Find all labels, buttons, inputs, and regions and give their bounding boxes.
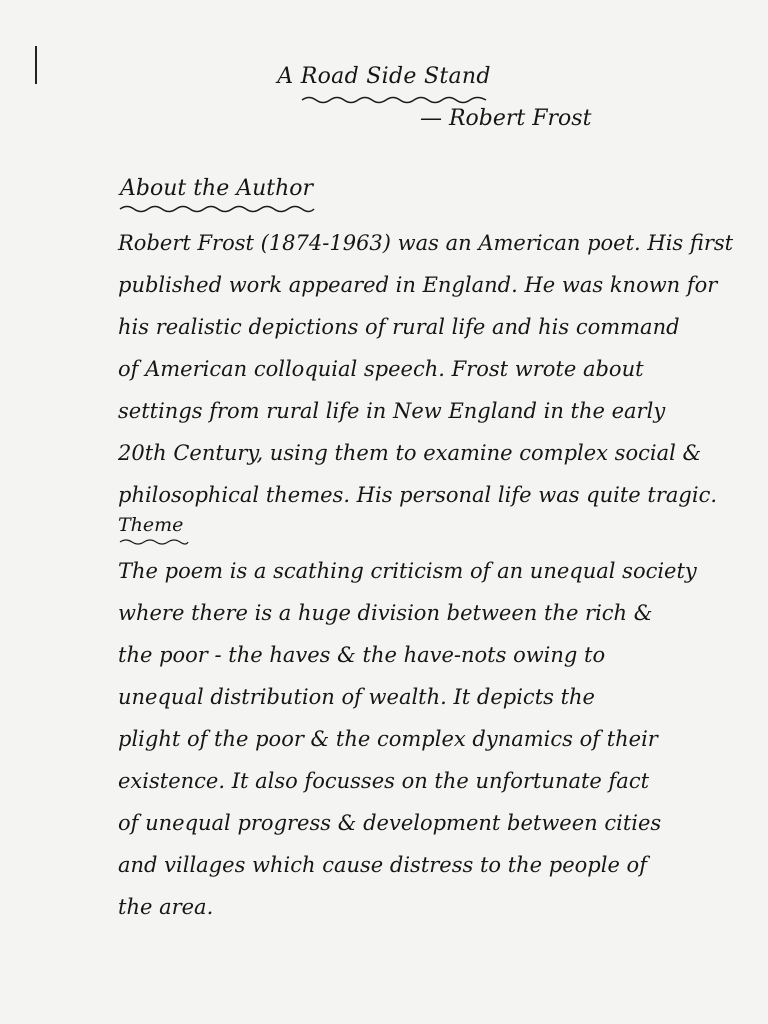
title-wavy-underline bbox=[300, 94, 490, 106]
theme-heading-wavy-underline bbox=[118, 537, 190, 547]
paragraph-line: 20th Century, using them to examine complex social & bbox=[118, 441, 702, 465]
paragraph-line: of unequal progress & development between cities bbox=[118, 811, 662, 835]
paragraph-line: the area. bbox=[118, 895, 214, 919]
paragraph-line: unequal distribution of wealth. It depicts the bbox=[118, 685, 595, 709]
paragraph-line: plight of the poor & the complex dynamics of their bbox=[118, 727, 658, 751]
document-title: A Road Side Stand bbox=[277, 64, 491, 89]
paragraph-line: his realistic depictions of rural life and his command bbox=[118, 315, 680, 339]
theme-paragraph bbox=[118, 550, 697, 928]
document-author: — Robert Frost bbox=[420, 106, 592, 131]
about-author-heading: About the Author bbox=[120, 176, 314, 201]
paragraph-line: the poor - the haves & the have-nots owing to bbox=[118, 643, 606, 667]
paragraph-line: settings from rural life in New England in the early bbox=[118, 399, 666, 423]
about-author-paragraph bbox=[118, 222, 733, 516]
paragraph-line: existence. It also focusses on the unfortunate fact bbox=[118, 769, 650, 793]
about-heading-wavy-underline bbox=[118, 203, 318, 215]
paragraph-line: published work appeared in England. He was known for bbox=[118, 273, 718, 297]
theme-heading: Theme bbox=[118, 514, 184, 536]
paragraph-line: where there is a huge division between the rich & bbox=[118, 601, 653, 625]
paragraph-line: and villages which cause distress to the people of bbox=[118, 853, 647, 877]
paragraph-line: of American colloquial speech. Frost wrote about bbox=[118, 357, 644, 381]
paragraph-line: philosophical themes. His personal life was quite tragic. bbox=[118, 483, 718, 507]
paragraph-line: The poem is a scathing criticism of an unequal society bbox=[118, 559, 697, 583]
paragraph-line: Robert Frost (1874-1963) was an American poet. His first bbox=[118, 231, 734, 255]
